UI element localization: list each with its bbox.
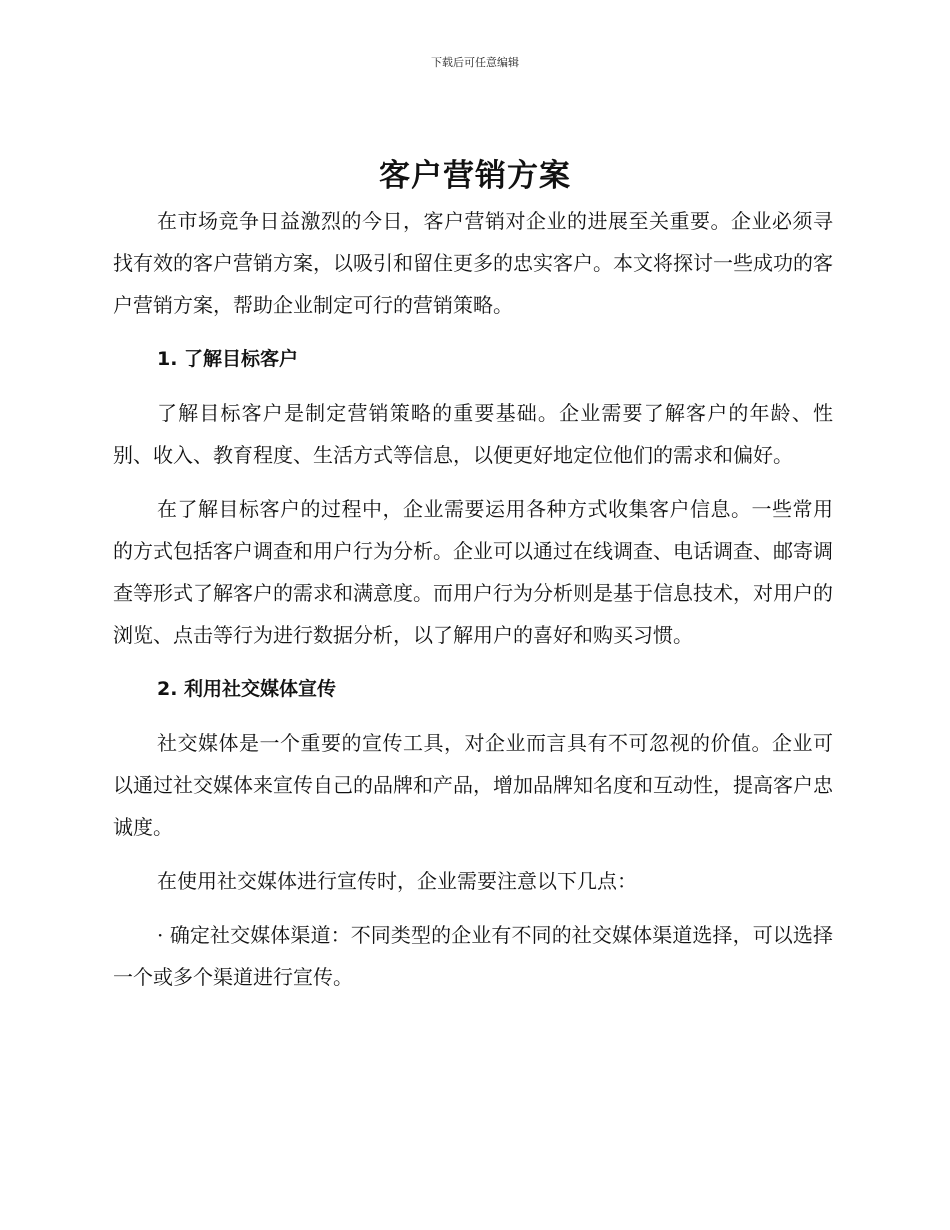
intro-paragraph: 在市场竞争日益激烈的今日，客户营销对企业的进展至关重要。企业必须寻找有效的客户营销方案，以吸引和留住更多的忠实客户。本文将探讨一些成功的客户营销方案，帮助企业制定可行的营销策略。 bbox=[113, 209, 833, 317]
document-title: 客户营销方案 bbox=[379, 158, 571, 194]
section-paragraph: 了解目标客户是制定营销策略的重要基础。企业需要了解客户的年龄、性别、收入、教育程度、生活方式等信息，以便更好地定位他们的需求和偏好。 bbox=[113, 401, 833, 467]
spacer bbox=[113, 710, 833, 722]
spacer bbox=[113, 476, 833, 488]
spacer bbox=[113, 380, 833, 392]
document-body bbox=[113, 200, 833, 998]
section-paragraph: 社交媒体是一个重要的宣传工具，对企业而言具有不可忽视的价值。企业可以通过社交媒体来宣传自己的品牌和产品，增加品牌知名度和互动性，提高客户忠诚度。 bbox=[113, 731, 833, 839]
spacer bbox=[113, 902, 833, 914]
header-note: 下载后可任意编辑 bbox=[431, 56, 519, 69]
spacer bbox=[113, 848, 833, 860]
section-paragraph: 在使用社交媒体进行宣传时，企业需要注意以下几点： bbox=[157, 869, 637, 893]
section-heading: 2. 利用社交媒体宣传 bbox=[157, 678, 337, 700]
section-heading: 1. 了解目标客户 bbox=[157, 348, 299, 370]
section-paragraph: 在了解目标客户的过程中，企业需要运用各种方式收集客户信息。一些常用的方式包括客户调查和用户行为分析。企业可以通过在线调查、电话调查、邮寄调查等形式了解客户的需求和满意度。而用户行为分析则是基于信息技术，对用户的浏览、点击等行为进行数据分析，以了解用户的喜好和购买习惯。 bbox=[113, 497, 833, 647]
spacer bbox=[113, 656, 833, 668]
bullet-paragraph: · 确定社交媒体渠道：不同类型的企业有不同的社交媒体渠道选择，可以选择一个或多个渠道进行宣传。 bbox=[113, 923, 833, 989]
spacer bbox=[113, 326, 833, 338]
